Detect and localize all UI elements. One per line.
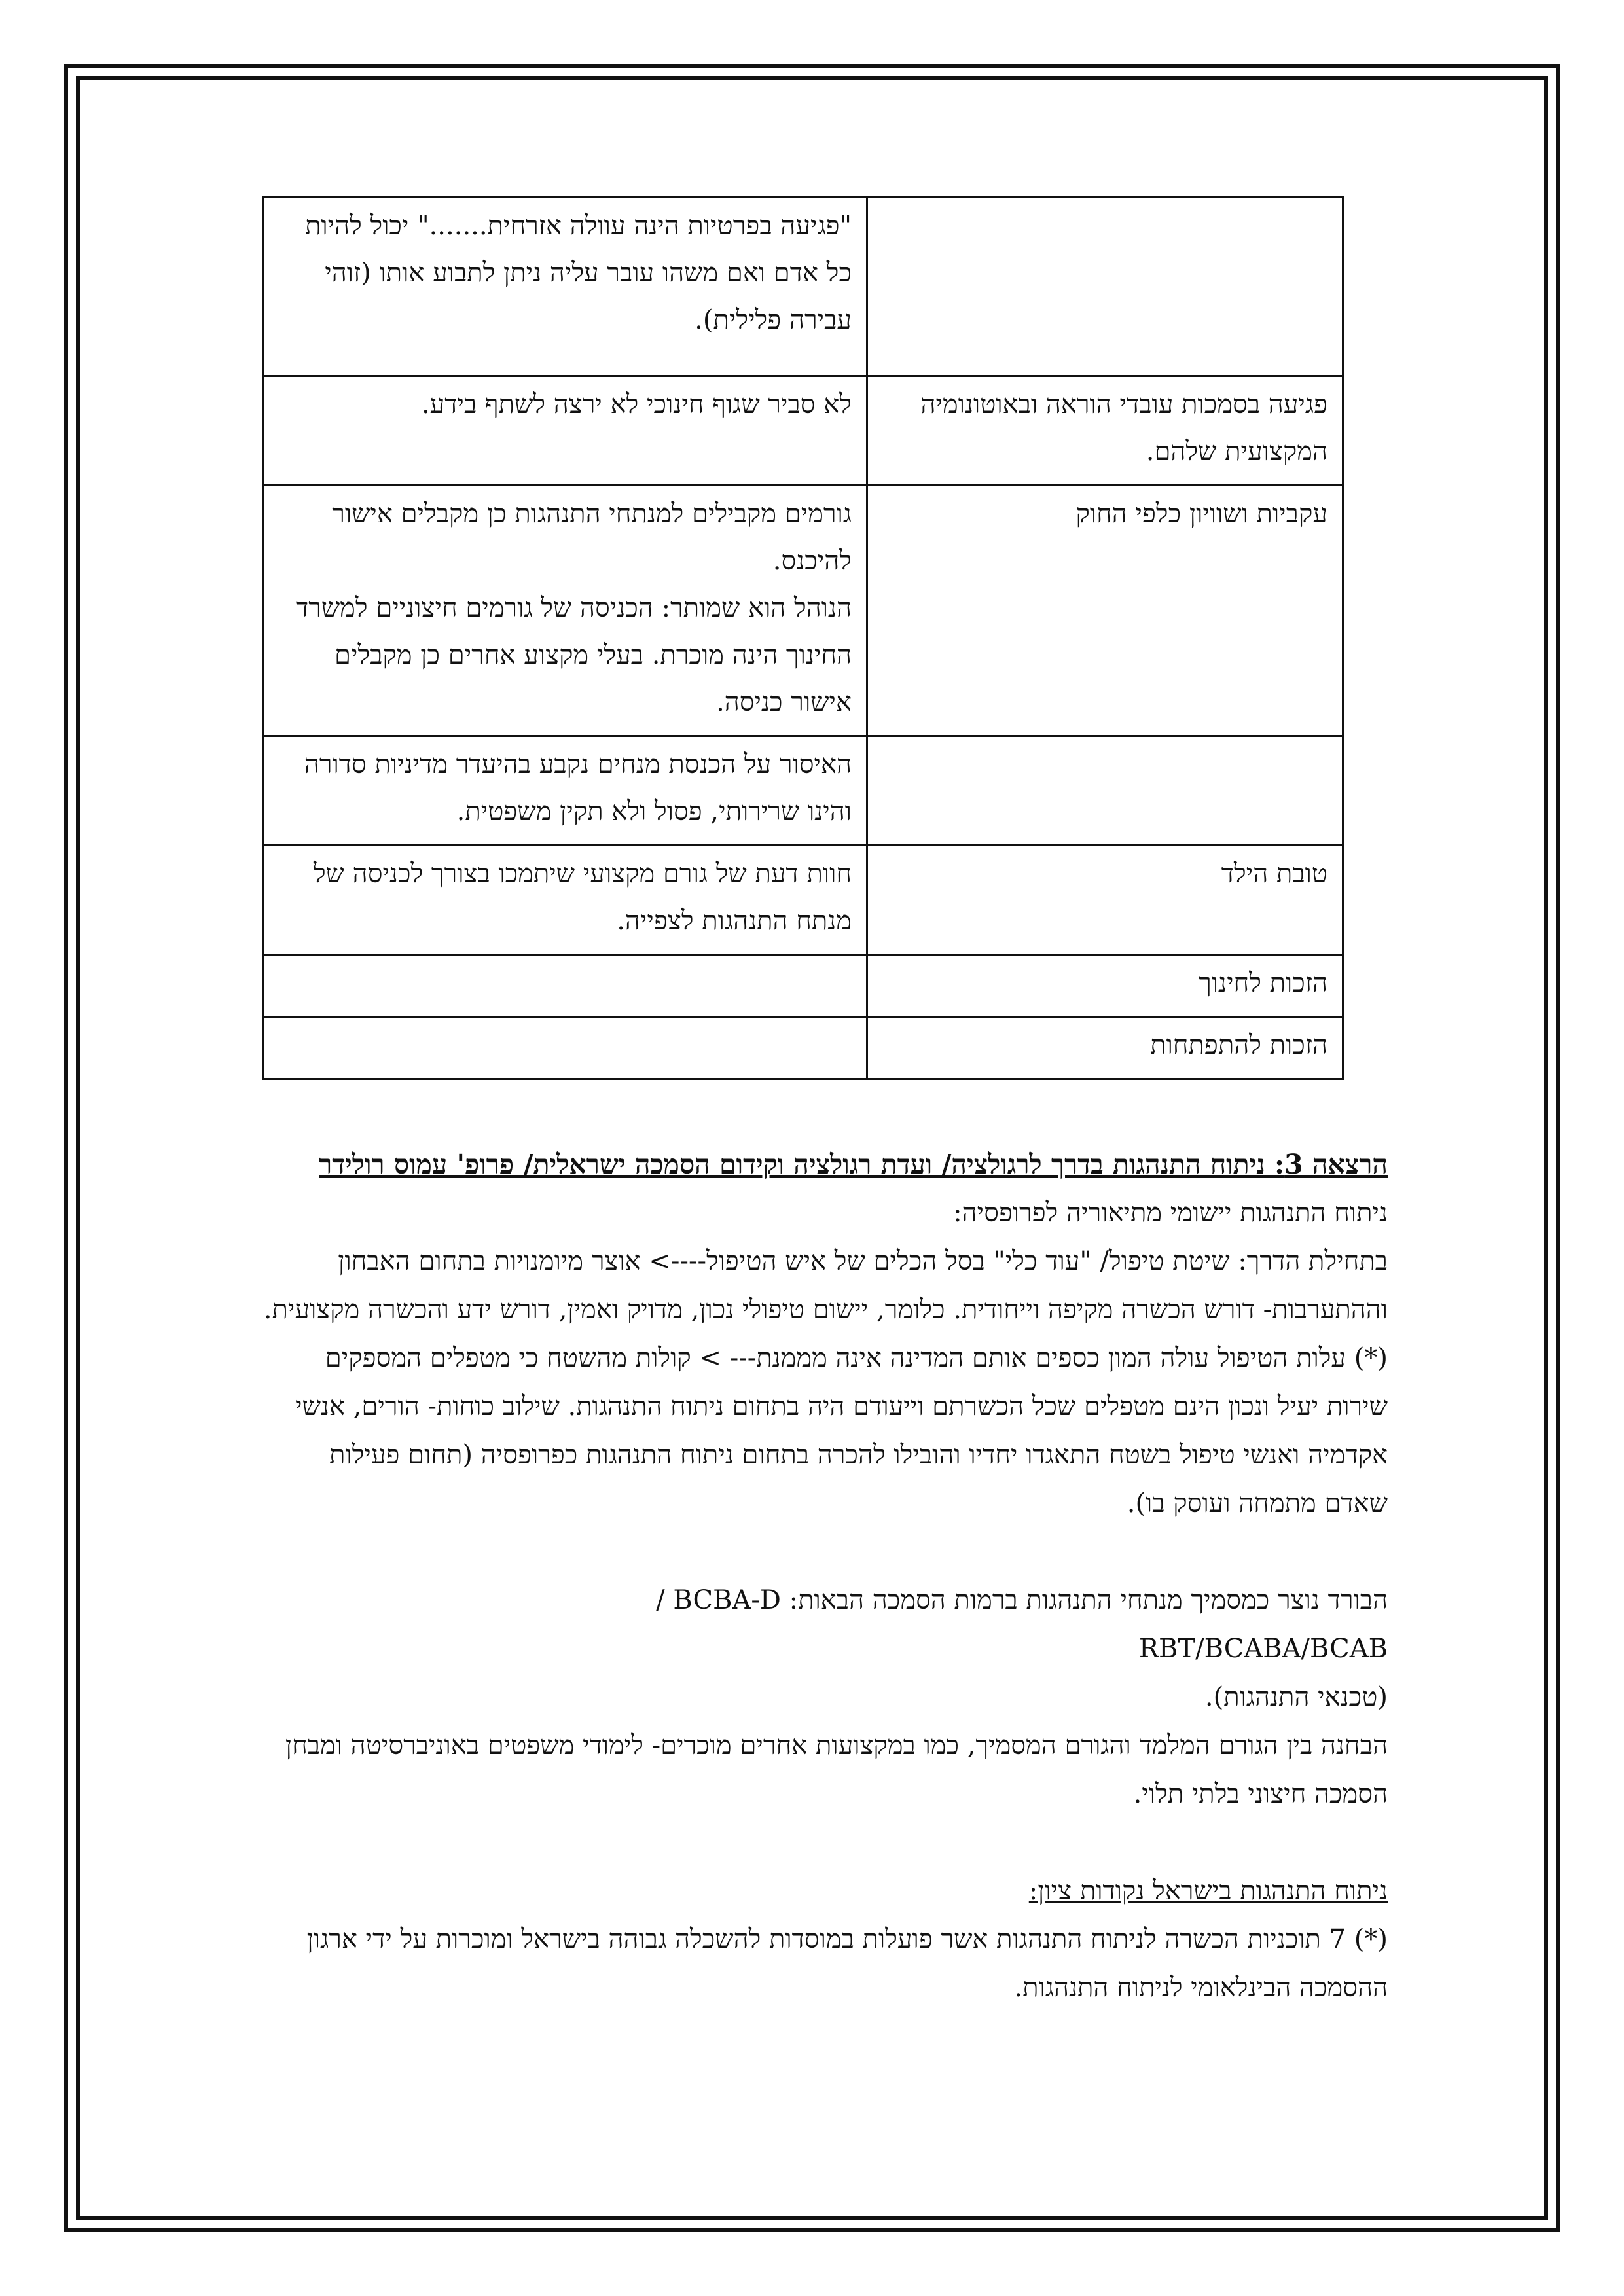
board-line: RBT/BCABA/BCAB bbox=[1138, 1634, 1388, 1664]
table-row bbox=[263, 736, 1343, 846]
board-line: הבורד נוצר כמסמיך מנתחי התנהגות ברמות הסמכה הבאות: BCBA-D / bbox=[656, 1585, 1388, 1615]
milestones-title: ניתוח התנהגות בישראל נקודות ציון: bbox=[1028, 1876, 1388, 1906]
table-cell-detail: "פגיעה בפרטיות הינה עוולה אזרחית......." יכול להיות כל אדם ואם משהו עובר עליה ניתן לתבוע אותו (זוהי עבירה פלילית). bbox=[263, 198, 867, 376]
arguments-table bbox=[262, 196, 1344, 1080]
document-body bbox=[262, 196, 1388, 2012]
paragraph: בתחילת הדרך: שיטת טיפול/ "עוד כלי" בסל הכלים של איש הטיפול----> אוצר מיומנויות בתחום האבחון וההתערבות- דורש הכשרה מקיפה וייחודית. כלומר, יישום טיפולי נכון, מדויק ואמין, דורש ידע והכשרה מקצועית. bbox=[263, 1246, 1388, 1325]
table-row bbox=[263, 1017, 1343, 1079]
table-cell-detail: לא סביר שגוף חינוכי לא ירצה לשתף בידע. bbox=[263, 376, 867, 486]
table-cell-detail-line: גורמים מקבילים למנתחי התנהגות כן מקבלים אישור להיכנס. bbox=[332, 499, 852, 576]
spacer bbox=[262, 1818, 1388, 1867]
table-cell-detail bbox=[263, 955, 867, 1017]
table-cell-topic bbox=[867, 198, 1343, 376]
table-cell-detail bbox=[263, 1017, 867, 1079]
table-cell-topic: הזכות לחינוך bbox=[867, 955, 1343, 1017]
table-cell-detail: האיסור על הכנסת מנחים נקבע בהיעדר מדיניות סדורה והינו שרירותי, פסול ולא תקין משפטית. bbox=[263, 736, 867, 846]
table-cell-topic bbox=[867, 736, 1343, 846]
table-cell-topic: פגיעה בסמכות עובדי הוראה ובאוטונומיה המקצועית שלהם. bbox=[867, 376, 1343, 486]
paragraph: (*) עלות הטיפול עולה המון כספים אותם המדינה אינה מממנת--- > קולות מהשטח כי מטפלים המספקים שירות יעיל ונכון הינם מטפלים שכל הכשרתם וייעודם היה בתחום ניתוח התנהגות. שילוב כוחות- הורים, אנשי אקדמיה ואנשי טיפול בשטח התאגדו יחדיו והובילו להכרה בתחום ניתוח התנהגות כפרופסיה (תחום פעילות שאדם מתמחה ועוסק בו). bbox=[295, 1343, 1388, 1518]
table-cell-detail-line: הנוהל הוא שמותר: הכניסה של גורמים חיצוניים למשרד החינוך הינה מוכרת. בעלי מקצוע אחרים כן מקבלים אישור כניסה. bbox=[295, 593, 852, 717]
table-cell-detail: חוות דעת של גורם מקצועי שיתמכו בצורך לכניסה של מנתח התנהגות לצפייה. bbox=[263, 846, 867, 955]
table-row bbox=[263, 846, 1343, 955]
spacer bbox=[262, 1528, 1388, 1576]
table-row bbox=[263, 486, 1343, 736]
table-cell-topic: טובת הילד bbox=[867, 846, 1343, 955]
table-row bbox=[263, 198, 1343, 376]
table-cell-topic: הזכות להתפתחות bbox=[867, 1017, 1343, 1079]
table-row bbox=[263, 955, 1343, 1017]
lecture-title: הרצאה 3: ניתוח התנהגות בדרך לרגולציה/ ועדת רגולציה וקידום הסמכה ישראלית/ פרופ' עמוס רולידר bbox=[319, 1149, 1388, 1180]
table-cell-topic: עקביות ושוויון כלפי החוק bbox=[867, 486, 1343, 736]
table-row bbox=[263, 376, 1343, 486]
paragraph: הבחנה בין הגורם המלמד והגורם המסמיך, כמו במקצועות אחרים מוכרים- לימודי משפטים באוניברסיטה ומבחן הסמכה חיצוני בלתי תלוי. bbox=[285, 1731, 1388, 1809]
board-line: (טכנאי התנהגות). bbox=[1204, 1682, 1388, 1712]
paragraph: (*) 7 תוכניות הכשרה לניתוח התנהגות אשר פועלות במוסדות להשכלה גבוהה בישראל ומוכרות על ידי ארגון ההסמכה הבינלאומי לניתוח התנהגות. bbox=[306, 1924, 1388, 2003]
table-cell-detail bbox=[263, 486, 867, 736]
lecture-intro: ניתוח התנהגות יישומי מתיאוריה לפרופסיה: bbox=[953, 1198, 1388, 1228]
